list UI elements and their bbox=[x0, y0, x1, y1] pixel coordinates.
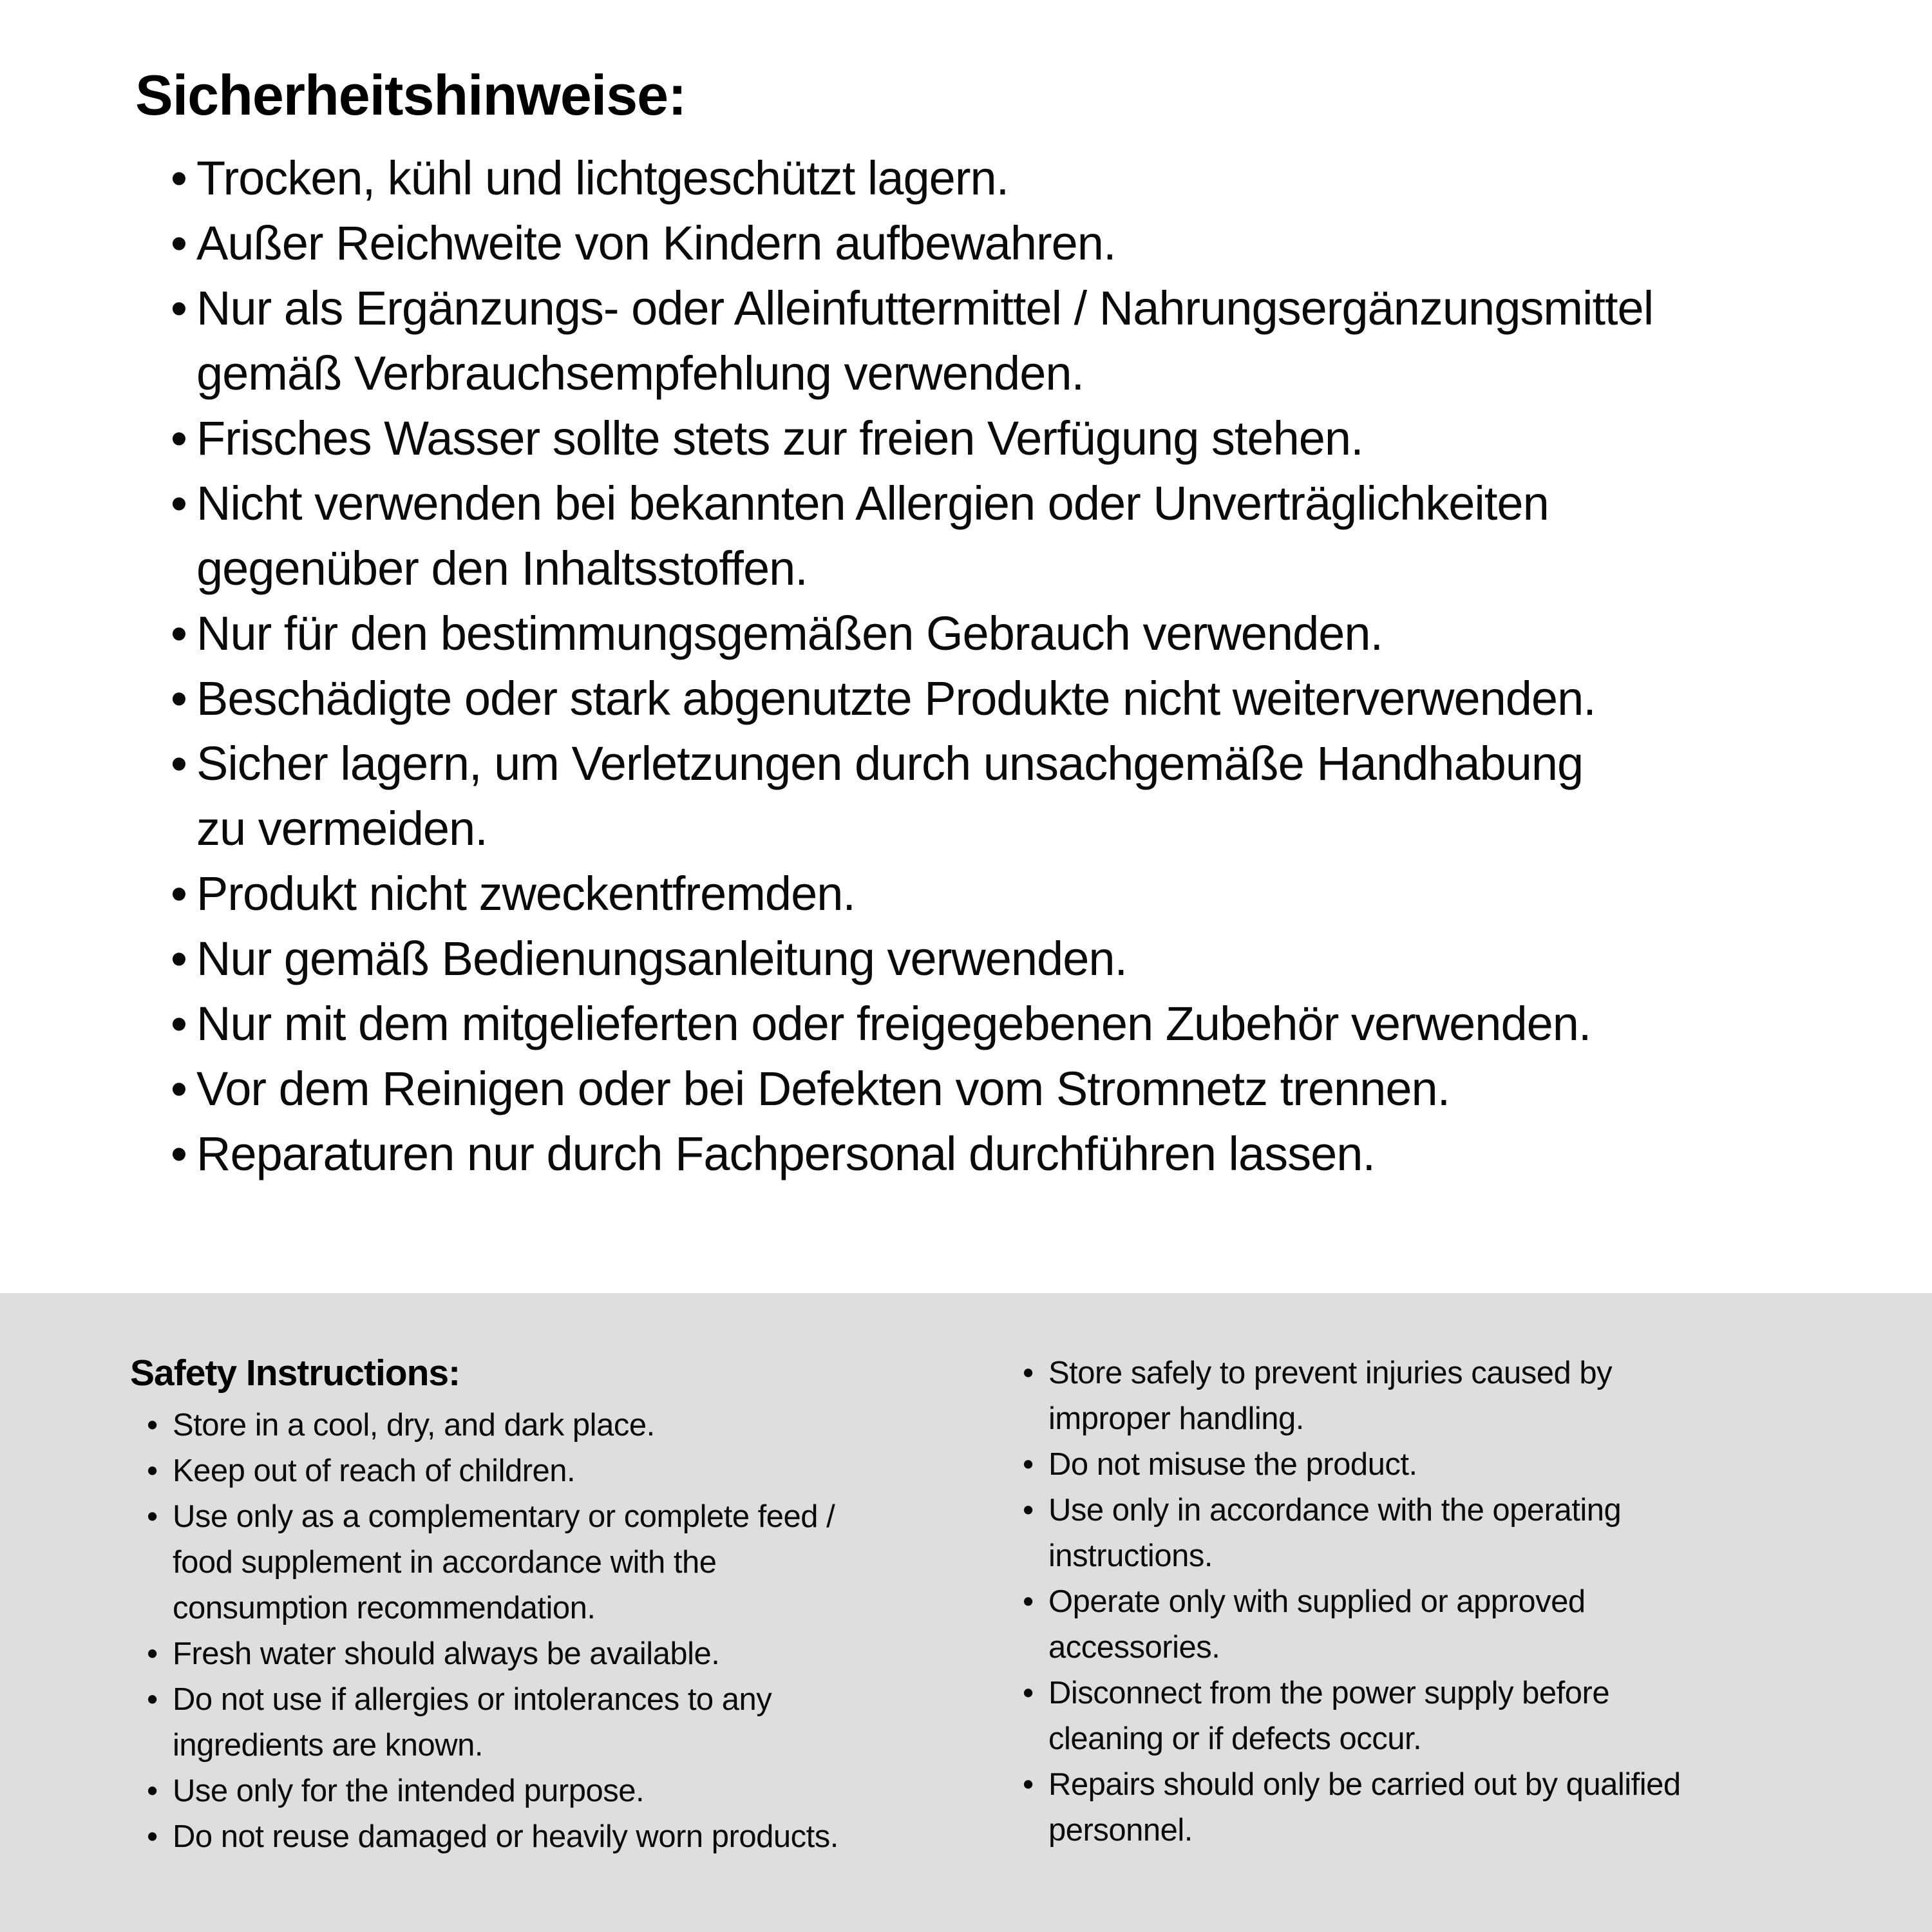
list-item: • Store safely to prevent injuries caused by improper handling. bbox=[1023, 1350, 1803, 1442]
list-item: • Trocken, kühl und lichtgeschützt lagern. bbox=[171, 146, 1868, 211]
list-item: • Disconnect from the power supply before cleaning or if defects occur. bbox=[1023, 1671, 1803, 1762]
english-heading: Safety Instructions: bbox=[130, 1352, 460, 1394]
list-item: • Nur gemäß Bedienungsanleitung verwenden. bbox=[171, 926, 1868, 991]
list-item: • Vor dem Reinigen oder bei Defekten vom Stromnetz trennen. bbox=[171, 1056, 1868, 1121]
list-item: • Nicht verwenden bei bekannten Allergien oder Unverträglichkeiten gegenüber den Inhaltsstoffen. bbox=[171, 471, 1868, 601]
english-left-bullet-list bbox=[147, 1403, 1023, 1860]
list-item: • Do not misuse the product. bbox=[1023, 1442, 1803, 1488]
list-item: • Use only in accordance with the operating instructions. bbox=[1023, 1488, 1803, 1579]
list-item: • Produkt nicht zweckentfremden. bbox=[171, 861, 1868, 926]
list-item: • Operate only with supplied or approved accessories. bbox=[1023, 1579, 1803, 1671]
list-item: • Frisches Wasser sollte stets zur freien Verfügung stehen. bbox=[171, 406, 1868, 471]
list-item: • Beschädigte oder stark abgenutzte Produkte nicht weiterverwenden. bbox=[171, 666, 1868, 731]
english-left-column bbox=[130, 1350, 1023, 1932]
list-item: • Nur für den bestimmungsgemäßen Gebrauch verwenden. bbox=[171, 601, 1868, 666]
list-item: • Repairs should only be carried out by qualified personnel. bbox=[1023, 1762, 1803, 1853]
english-safety-section bbox=[0, 1293, 1932, 1932]
german-bullet-list bbox=[171, 146, 1868, 1186]
list-item: • Nur mit dem mitgelieferten oder freigegebenen Zubehör verwenden. bbox=[171, 991, 1868, 1056]
list-item: • Sicher lagern, um Verletzungen durch unsachgemäße Handhabung zu vermeiden. bbox=[171, 731, 1868, 861]
list-item: • Nur als Ergänzungs- oder Alleinfuttermittel / Nahrungsergänzungsmittel gemäß Verbrauchsempfehlung verwenden. bbox=[171, 276, 1868, 406]
list-item: • Use only for the intended purpose. bbox=[147, 1768, 1023, 1814]
list-item: • Fresh water should always be available. bbox=[147, 1631, 1023, 1677]
list-item: • Use only as a complementary or complete feed / food supplement in accordance with the consumption recommendation. bbox=[147, 1494, 1023, 1631]
german-heading: Sicherheitshinweise: bbox=[135, 63, 687, 127]
list-item: • Keep out of reach of children. bbox=[147, 1448, 1023, 1494]
list-item: • Do not reuse damaged or heavily worn products. bbox=[147, 1814, 1023, 1860]
english-right-bullet-list bbox=[1023, 1350, 1803, 1853]
list-item: • Reparaturen nur durch Fachpersonal durchführen lassen. bbox=[171, 1121, 1868, 1186]
list-item: • Außer Reichweite von Kindern aufbewahren. bbox=[171, 211, 1868, 276]
list-item: • Store in a cool, dry, and dark place. bbox=[147, 1403, 1023, 1448]
english-right-column bbox=[1023, 1350, 1803, 1932]
list-item: • Do not use if allergies or intolerances to any ingredients are known. bbox=[147, 1677, 1023, 1768]
